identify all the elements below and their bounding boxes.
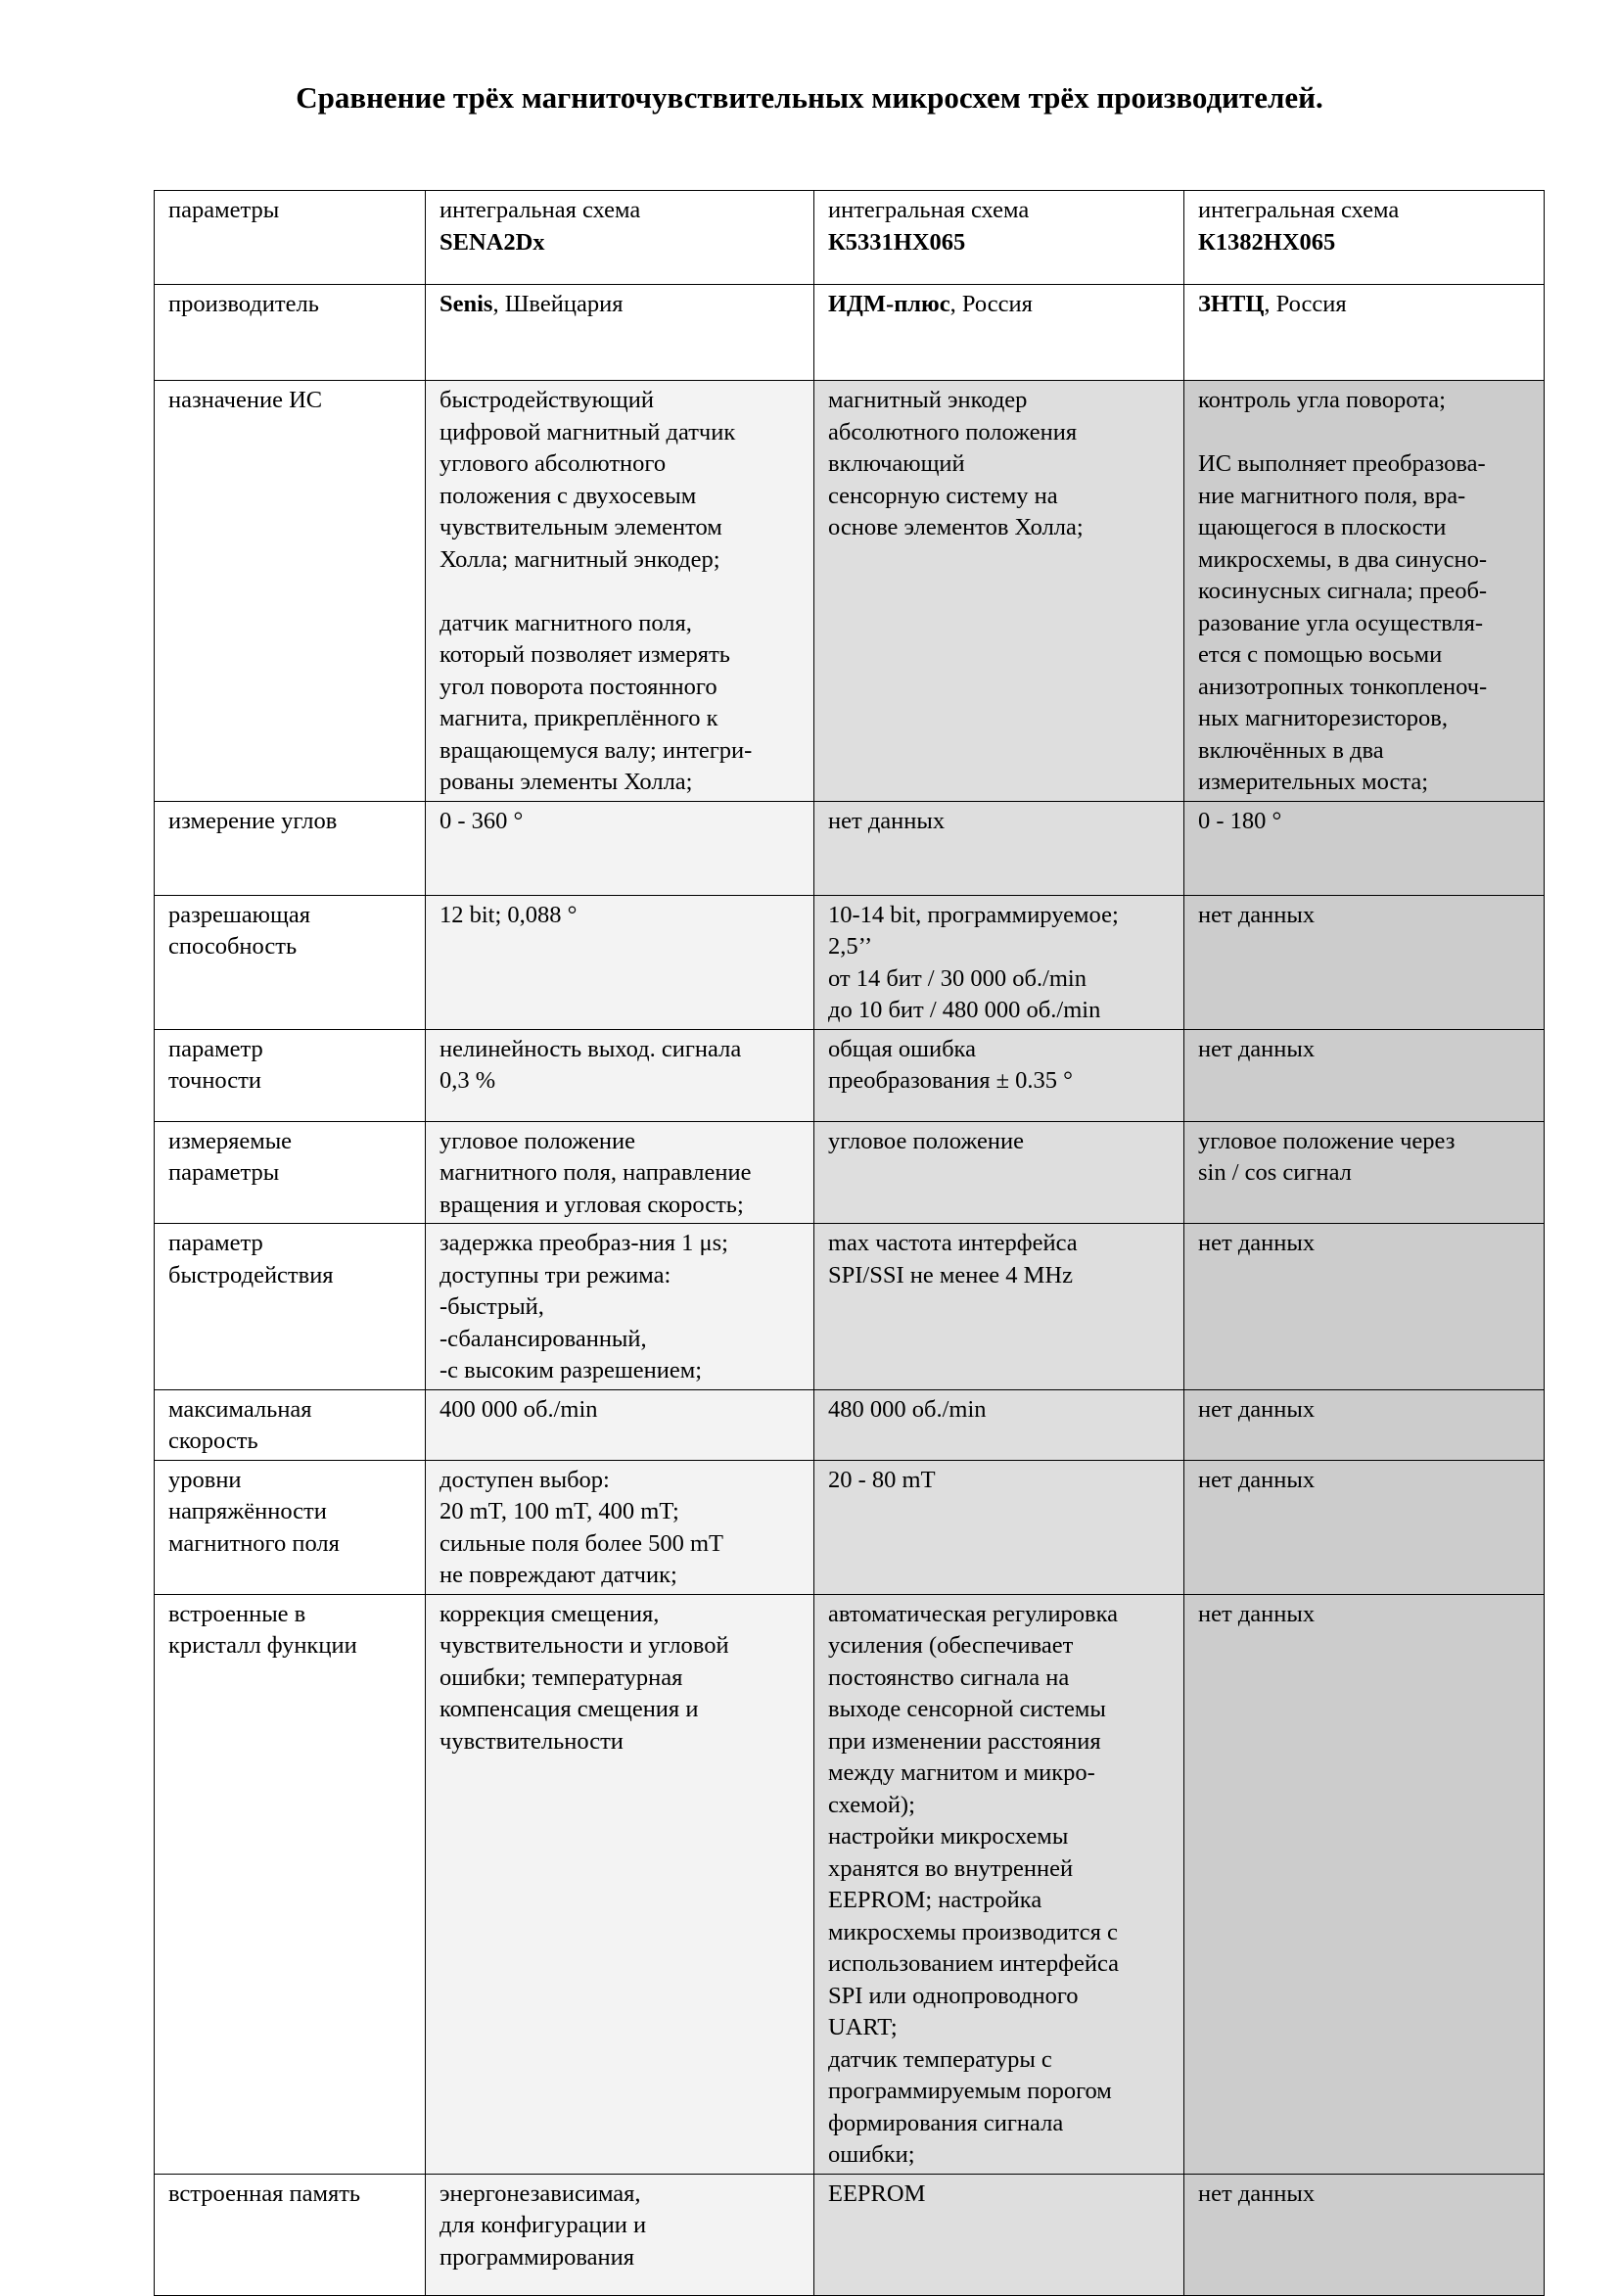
value-cell: нет данных xyxy=(1184,2174,1545,2295)
chip-header-cell xyxy=(1184,191,1545,285)
value-cell: общая ошибка преобразования ± 0.35 ° xyxy=(814,1029,1184,1121)
value-cell: нет данных xyxy=(1184,1029,1545,1121)
value-cell: нелинейность выход. сигнала 0,3 % xyxy=(426,1029,814,1121)
row-label-cell: уровни напряжённости магнитного поля xyxy=(155,1460,426,1594)
table-row xyxy=(155,895,1545,1029)
value-cell: нет данных xyxy=(1184,1389,1545,1460)
comparison-table xyxy=(154,190,1545,2296)
value-cell: EEPROM xyxy=(814,2174,1184,2295)
manufacturer-cell xyxy=(1184,285,1545,381)
chip-name: SENA2Dx xyxy=(439,228,545,256)
value-cell: энергонезависимая, для конфигурации и программирования xyxy=(426,2174,814,2295)
value-cell: нет данных xyxy=(1184,895,1545,1029)
table-row xyxy=(155,1121,1545,1224)
row-label-cell: измерение углов xyxy=(155,801,426,895)
document-title: Сравнение трёх магниточувствительных микросхем трёх производителей. xyxy=(296,80,1323,115)
value-cell: нет данных xyxy=(1184,1224,1545,1390)
manufacturer-name: ИДМ-плюс xyxy=(828,291,950,317)
value-cell: нет данных xyxy=(1184,1460,1545,1594)
value-cell: быстродействующий цифровой магнитный датчик углового абсолютного положения с двухосевым чувствительным элементом Холла; магнитный энкодер; датчик магнитного поля, который позволяет измерять угол поворота постоянного магнита, прикреплённого к вращающемуся валу; интегри- рованы элементы Холла; xyxy=(426,381,814,802)
manufacturer-name: Senis xyxy=(439,291,493,317)
value-cell: 12 bit; 0,088 ° xyxy=(426,895,814,1029)
value-cell: 10-14 bit, программируемое; 2,5’’ от 14 бит / 30 000 об./min до 10 бит / 480 000 об./min xyxy=(814,895,1184,1029)
manufacturer-country: , Россия xyxy=(949,291,1033,317)
row-label-cell: встроенные в кристалл функции xyxy=(155,1594,426,2174)
chip-type-label: интегральная схема xyxy=(439,197,641,223)
value-cell: нет данных xyxy=(1184,1594,1545,2174)
chip-name: К1382НХ065 xyxy=(1198,228,1336,256)
chip-type-label: интегральная схема xyxy=(828,197,1030,223)
value-cell: 400 000 об./min xyxy=(426,1389,814,1460)
table-row xyxy=(155,1389,1545,1460)
manufacturer-country: , Швейцария xyxy=(492,291,624,317)
chip-header-cell xyxy=(814,191,1184,285)
row-label-cell: измеряемые параметры xyxy=(155,1121,426,1224)
row-label-cell: параметр быстродействия xyxy=(155,1224,426,1390)
row-label-cell: производитель xyxy=(155,285,426,381)
manufacturer-row xyxy=(155,285,1545,381)
row-label-cell: максимальная скорость xyxy=(155,1389,426,1460)
value-cell: доступен выбор: 20 mT, 100 mT, 400 mT; сильные поля более 500 mT не повреждают датчик; xyxy=(426,1460,814,1594)
value-cell: угловое положение через sin / cos сигнал xyxy=(1184,1121,1545,1224)
table-row xyxy=(155,801,1545,895)
value-cell: 0 - 360 ° xyxy=(426,801,814,895)
table-row xyxy=(155,1594,1545,2174)
table-row xyxy=(155,1224,1545,1390)
row-label-cell: параметр точности xyxy=(155,1029,426,1121)
manufacturer-cell xyxy=(426,285,814,381)
table-header-row xyxy=(155,191,1545,285)
value-cell: max частота интерфейса SPI/SSI не менее 4 MHz xyxy=(814,1224,1184,1390)
manufacturer-cell xyxy=(814,285,1184,381)
value-cell: автоматическая регулировка усиления (обеспечивает постоянство сигнала на выходе сенсорной системы при изменении расстояния между магнитом и микро- схемой); настройки микросхемы хранятся во внутренней EEPROM; настройка микросхемы производится с использованием интерфейса SPI или однопроводного UART; датчик температуры с программируемым порогом формирования сигнала ошибки; xyxy=(814,1594,1184,2174)
value-cell: нет данных xyxy=(814,801,1184,895)
value-cell: угловое положение xyxy=(814,1121,1184,1224)
value-cell: коррекция смещения, чувствительности и угловой ошибки; температурная компенсация смещения и чувствительности xyxy=(426,1594,814,2174)
manufacturer-country: , Россия xyxy=(1264,291,1347,317)
table-row xyxy=(155,381,1545,802)
chip-header-cell xyxy=(426,191,814,285)
value-cell: задержка преобраз-ния 1 μs; доступны три режима: -быстрый, -сбалансированный, -с высоким разрешением; xyxy=(426,1224,814,1390)
table-row xyxy=(155,1029,1545,1121)
row-label-cell: разрешающая способность xyxy=(155,895,426,1029)
row-label-cell: назначение ИС xyxy=(155,381,426,802)
chip-type-label: интегральная схема xyxy=(1198,197,1400,223)
value-cell: магнитный энкодер абсолютного положения включающий сенсорную систему на основе элементов Холла; xyxy=(814,381,1184,802)
param-header-cell: параметры xyxy=(155,191,426,285)
chip-name: К5331НХ065 xyxy=(828,228,966,256)
manufacturer-name: ЗНТЦ xyxy=(1198,291,1265,317)
value-cell: 20 - 80 mT xyxy=(814,1460,1184,1594)
row-label-cell: встроенная память xyxy=(155,2174,426,2295)
value-cell: контроль угла поворота; ИС выполняет преобразова- ние магнитного поля, вра- щающегося в плоскости микросхемы, в два синусно- косинусных сигнала; преоб- разование угла осуществля- ется с помощью восьми анизотропных тонкопленоч- ных магниторезисторов, включённых в два измерительных моста; xyxy=(1184,381,1545,802)
value-cell: 0 - 180 ° xyxy=(1184,801,1545,895)
value-cell: 480 000 об./min xyxy=(814,1389,1184,1460)
value-cell: угловое положение магнитного поля, направление вращения и угловая скорость; xyxy=(426,1121,814,1224)
table-row xyxy=(155,1460,1545,1594)
table-row xyxy=(155,2174,1545,2295)
